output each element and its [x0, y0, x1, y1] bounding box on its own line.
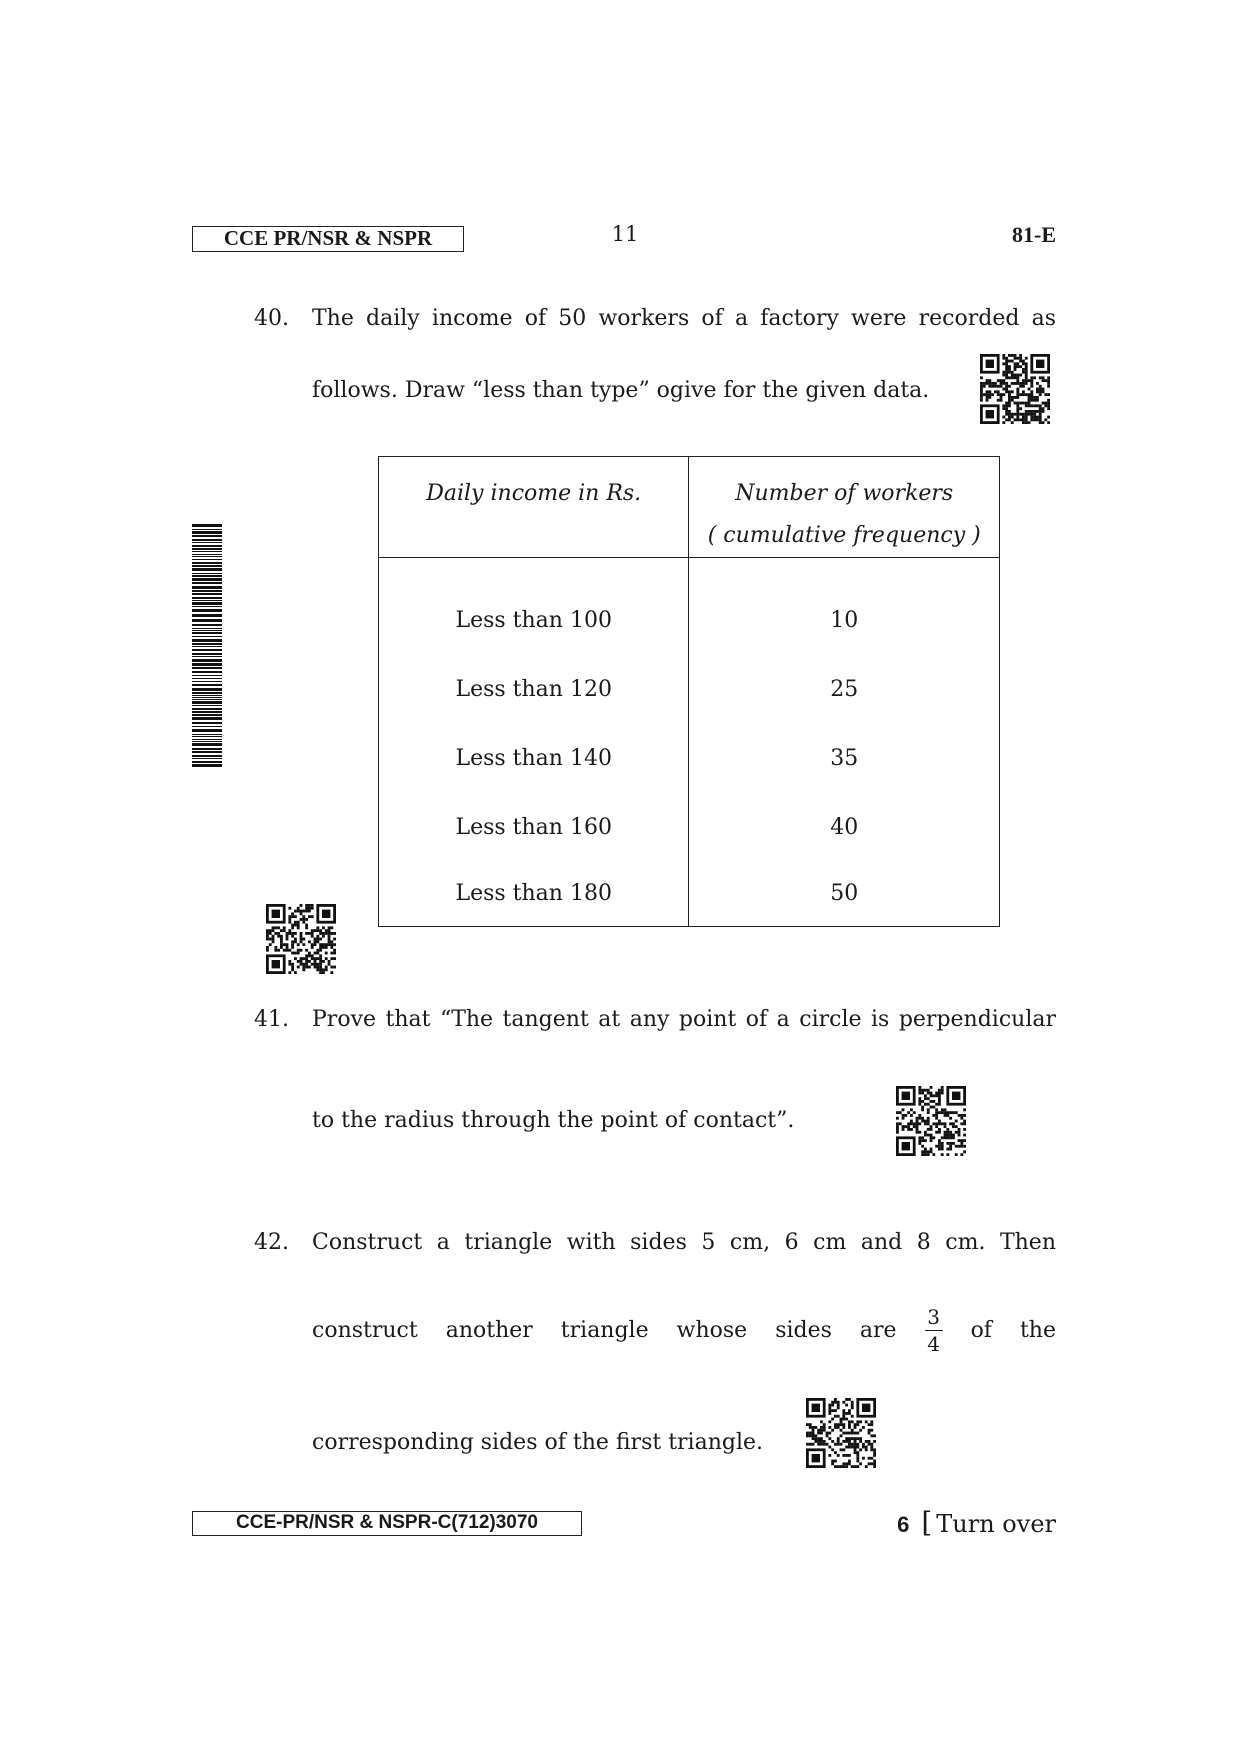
table-cell-income: Less than 180 [379, 862, 689, 927]
word: triangle [560, 1317, 649, 1343]
table-row [379, 655, 1000, 724]
table-header-row [379, 457, 1000, 558]
fraction-numerator: 3 [927, 1304, 940, 1329]
word: are [859, 1317, 897, 1343]
question-41-line-1: Prove that “The tangent at any point of a circle is perpendicular [312, 1007, 1056, 1032]
word: sides [775, 1317, 832, 1343]
header-page-number: 11 [611, 222, 639, 246]
table-cell-income: Less than 160 [379, 793, 689, 862]
question-41-line-2: to the radius through the point of contact”. [312, 1108, 795, 1133]
fraction-three-quarters [925, 1306, 943, 1355]
table-row [379, 862, 1000, 927]
table-cell-income: Less than 100 [379, 558, 689, 655]
table-row [379, 558, 1000, 655]
question-40-line-2: follows. Draw “less than type” ogive for the given data. [312, 378, 930, 403]
question-42-line-3: corresponding sides of the first triangle. [312, 1430, 764, 1455]
barcode-icon [192, 524, 222, 768]
question-42-line-2 [312, 1302, 1056, 1358]
income-table [378, 456, 1000, 927]
footer-turn-over [880, 1506, 1056, 1539]
question-41-number: 41. [254, 1007, 289, 1032]
word: construct [312, 1317, 418, 1343]
table-row [379, 724, 1000, 793]
table-row [379, 793, 1000, 862]
table-header-workers: Number of workers ( cumulative frequency ) [689, 457, 1000, 558]
qr-code-icon [806, 1398, 876, 1468]
table-cell-workers: 40 [689, 793, 1000, 862]
table-cell-income: Less than 140 [379, 724, 689, 793]
word: the [1019, 1317, 1056, 1343]
fraction-denominator: 4 [927, 1331, 940, 1356]
table-cell-workers: 50 [689, 862, 1000, 927]
question-40-line-1: The daily income of 50 workers of a factory were recorded as [312, 306, 1056, 331]
table-cell-income: Less than 120 [379, 655, 689, 724]
question-40-number: 40. [254, 306, 289, 331]
qr-code-icon [980, 354, 1050, 424]
word: whose [676, 1317, 748, 1343]
footer-exam-code: CCE-PR/NSR & NSPR-C(712)3070 [192, 1511, 582, 1536]
header-paper-code: 81-E [1012, 222, 1056, 247]
table-cell-workers: 25 [689, 655, 1000, 724]
header-exam-code: CCE PR/NSR & NSPR [192, 226, 464, 252]
word: of [970, 1317, 992, 1343]
bracket-glyph: [ [921, 1506, 933, 1539]
table-header-income: Daily income in Rs. [379, 457, 689, 558]
table-cell-workers: 10 [689, 558, 1000, 655]
qr-code-icon [266, 904, 336, 974]
question-42-line-1: Construct a triangle with sides 5 cm, 6 cm and 8 cm. Then [312, 1230, 1056, 1255]
question-42-number: 42. [254, 1230, 289, 1255]
footer-page-count: 6 [897, 1512, 910, 1537]
qr-code-icon [896, 1086, 966, 1156]
word: another [445, 1317, 533, 1343]
turn-over-label: Turn over [936, 1510, 1056, 1538]
table-cell-workers: 35 [689, 724, 1000, 793]
